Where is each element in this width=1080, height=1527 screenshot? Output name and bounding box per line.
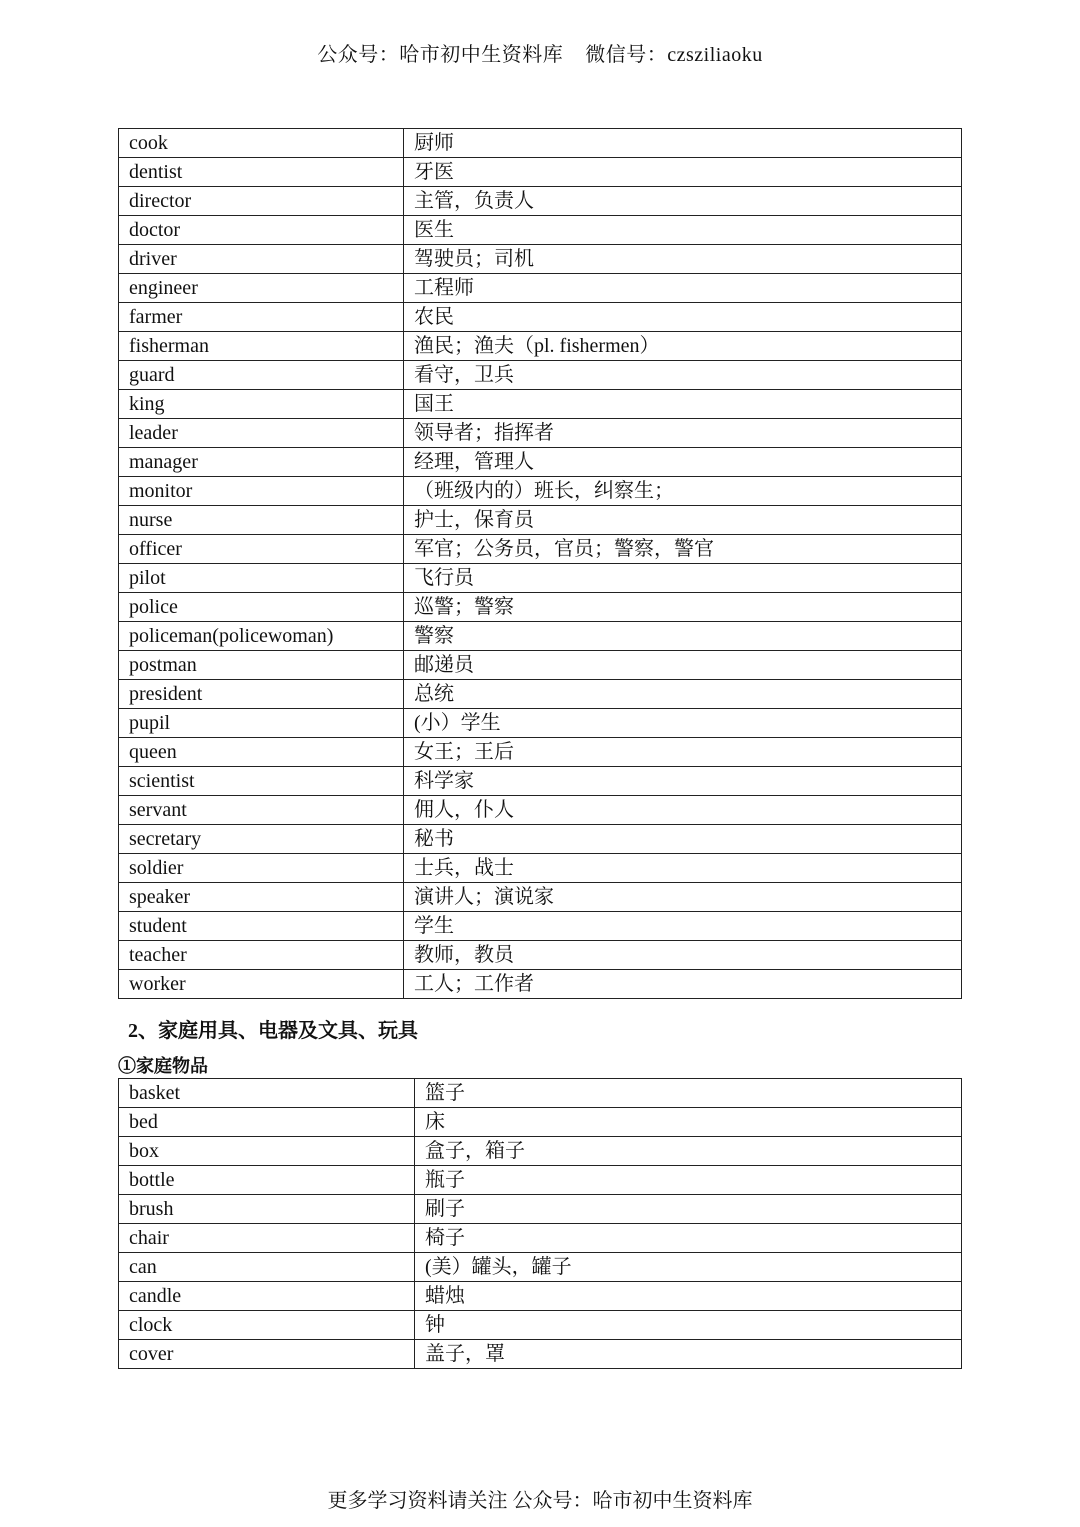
table-row: [119, 593, 962, 622]
table-row: [119, 1137, 962, 1166]
chinese-meaning-cell: 床: [415, 1108, 962, 1137]
table-row: [119, 361, 962, 390]
table-row: [119, 1253, 962, 1282]
english-word-cell: chair: [119, 1224, 415, 1253]
table-row: [119, 274, 962, 303]
chinese-meaning-cell: 领导者；指挥者: [404, 419, 962, 448]
chinese-meaning-cell: 飞行员: [404, 564, 962, 593]
english-word-cell: cover: [119, 1340, 415, 1369]
table-row: [119, 651, 962, 680]
table-row: [119, 390, 962, 419]
english-word-cell: pupil: [119, 709, 404, 738]
chinese-meaning-cell: 佣人，仆人: [404, 796, 962, 825]
english-word-cell: bottle: [119, 1166, 415, 1195]
chinese-meaning-cell: 厨师: [404, 129, 962, 158]
table-row: [119, 158, 962, 187]
english-word-cell: manager: [119, 448, 404, 477]
english-word-cell: doctor: [119, 216, 404, 245]
table-row: [119, 245, 962, 274]
chinese-meaning-cell: 盒子，箱子: [415, 1137, 962, 1166]
english-word-cell: driver: [119, 245, 404, 274]
english-word-cell: queen: [119, 738, 404, 767]
english-word-cell: fisherman: [119, 332, 404, 361]
chinese-meaning-cell: 看守，卫兵: [404, 361, 962, 390]
chinese-meaning-cell: 警察: [404, 622, 962, 651]
chinese-meaning-cell: 牙医: [404, 158, 962, 187]
english-word-cell: teacher: [119, 941, 404, 970]
table-row: [119, 332, 962, 361]
chinese-meaning-cell: （班级内的）班长，纠察生；: [404, 477, 962, 506]
chinese-meaning-cell: 经理，管理人: [404, 448, 962, 477]
subsection-title: ①家庭物品: [118, 1056, 208, 1076]
chinese-meaning-cell: 驾驶员；司机: [404, 245, 962, 274]
english-word-cell: farmer: [119, 303, 404, 332]
table-row: [119, 709, 962, 738]
table-row: [119, 419, 962, 448]
chinese-meaning-cell: 国王: [404, 390, 962, 419]
account-label: 公众号：哈市初中生资料库: [317, 44, 564, 66]
table-row: [119, 129, 962, 158]
chinese-meaning-cell: 演讲人；演说家: [404, 883, 962, 912]
table-row: [119, 1282, 962, 1311]
chinese-meaning-cell: 巡警；警察: [404, 593, 962, 622]
table-row: [119, 767, 962, 796]
chinese-meaning-cell: 工程师: [404, 274, 962, 303]
chinese-meaning-cell: 军官；公务员，官员；警察，警官: [404, 535, 962, 564]
chinese-meaning-cell: 护士，保育员: [404, 506, 962, 535]
table-row: [119, 1340, 962, 1369]
table-row: [119, 796, 962, 825]
table-row: [119, 941, 962, 970]
chinese-meaning-cell: 渔民；渔夫（pl. fishermen）: [404, 332, 962, 361]
english-word-cell: speaker: [119, 883, 404, 912]
english-word-cell: can: [119, 1253, 415, 1282]
english-word-cell: police: [119, 593, 404, 622]
table-row: [119, 912, 962, 941]
chinese-meaning-cell: 总统: [404, 680, 962, 709]
occupations-table: [118, 128, 962, 999]
english-word-cell: secretary: [119, 825, 404, 854]
table-row: [119, 303, 962, 332]
chinese-meaning-cell: 秘书: [404, 825, 962, 854]
english-word-cell: brush: [119, 1195, 415, 1224]
page-footer: 更多学习资料请关注 公众号：哈市初中生资料库: [327, 1490, 753, 1512]
chinese-meaning-cell: 学生: [404, 912, 962, 941]
english-word-cell: postman: [119, 651, 404, 680]
chinese-meaning-cell: 教师，教员: [404, 941, 962, 970]
english-word-cell: scientist: [119, 767, 404, 796]
english-word-cell: worker: [119, 970, 404, 999]
english-word-cell: candle: [119, 1282, 415, 1311]
english-word-cell: clock: [119, 1311, 415, 1340]
table-row: [119, 564, 962, 593]
chinese-meaning-cell: (美）罐头，罐子: [415, 1253, 962, 1282]
chinese-meaning-cell: 主管，负责人: [404, 187, 962, 216]
page-header: [0, 38, 1080, 67]
english-word-cell: bed: [119, 1108, 415, 1137]
english-word-cell: policeman(policewoman): [119, 622, 404, 651]
chinese-meaning-cell: 士兵，战士: [404, 854, 962, 883]
chinese-meaning-cell: 科学家: [404, 767, 962, 796]
chinese-meaning-cell: 医生: [404, 216, 962, 245]
english-word-cell: king: [119, 390, 404, 419]
chinese-meaning-cell: 女王；王后: [404, 738, 962, 767]
table-row: [119, 1166, 962, 1195]
table-row: [119, 1311, 962, 1340]
chinese-meaning-cell: 刷子: [415, 1195, 962, 1224]
table-row: [119, 1195, 962, 1224]
table-row: [119, 825, 962, 854]
english-word-cell: engineer: [119, 274, 404, 303]
chinese-meaning-cell: 钟: [415, 1311, 962, 1340]
table-row: [119, 1108, 962, 1137]
english-word-cell: leader: [119, 419, 404, 448]
household-items-table: [118, 1078, 962, 1369]
table-row: [119, 854, 962, 883]
table-row: [119, 1079, 962, 1108]
table-row: [119, 216, 962, 245]
english-word-cell: director: [119, 187, 404, 216]
table-row: [119, 970, 962, 999]
table-row: [119, 622, 962, 651]
english-word-cell: cook: [119, 129, 404, 158]
english-word-cell: box: [119, 1137, 415, 1166]
english-word-cell: monitor: [119, 477, 404, 506]
chinese-meaning-cell: 农民: [404, 303, 962, 332]
table-row: [119, 187, 962, 216]
english-word-cell: servant: [119, 796, 404, 825]
chinese-meaning-cell: 椅子: [415, 1224, 962, 1253]
chinese-meaning-cell: 篮子: [415, 1079, 962, 1108]
english-word-cell: guard: [119, 361, 404, 390]
english-word-cell: dentist: [119, 158, 404, 187]
chinese-meaning-cell: 蜡烛: [415, 1282, 962, 1311]
table-row: [119, 506, 962, 535]
chinese-meaning-cell: 盖子，罩: [415, 1340, 962, 1369]
english-word-cell: pilot: [119, 564, 404, 593]
table-row: [119, 448, 962, 477]
table-row: [119, 883, 962, 912]
table-row: [119, 477, 962, 506]
table-row: [119, 680, 962, 709]
table-row: [119, 535, 962, 564]
wechat-label: 微信号：czsziliaoku: [585, 44, 763, 66]
english-word-cell: nurse: [119, 506, 404, 535]
section-title: 2、家庭用具、电器及文具、玩具: [128, 1020, 418, 1042]
english-word-cell: student: [119, 912, 404, 941]
english-word-cell: basket: [119, 1079, 415, 1108]
chinese-meaning-cell: 工人；工作者: [404, 970, 962, 999]
english-word-cell: soldier: [119, 854, 404, 883]
english-word-cell: president: [119, 680, 404, 709]
chinese-meaning-cell: (小）学生: [404, 709, 962, 738]
chinese-meaning-cell: 瓶子: [415, 1166, 962, 1195]
chinese-meaning-cell: 邮递员: [404, 651, 962, 680]
table-row: [119, 738, 962, 767]
english-word-cell: officer: [119, 535, 404, 564]
table-row: [119, 1224, 962, 1253]
